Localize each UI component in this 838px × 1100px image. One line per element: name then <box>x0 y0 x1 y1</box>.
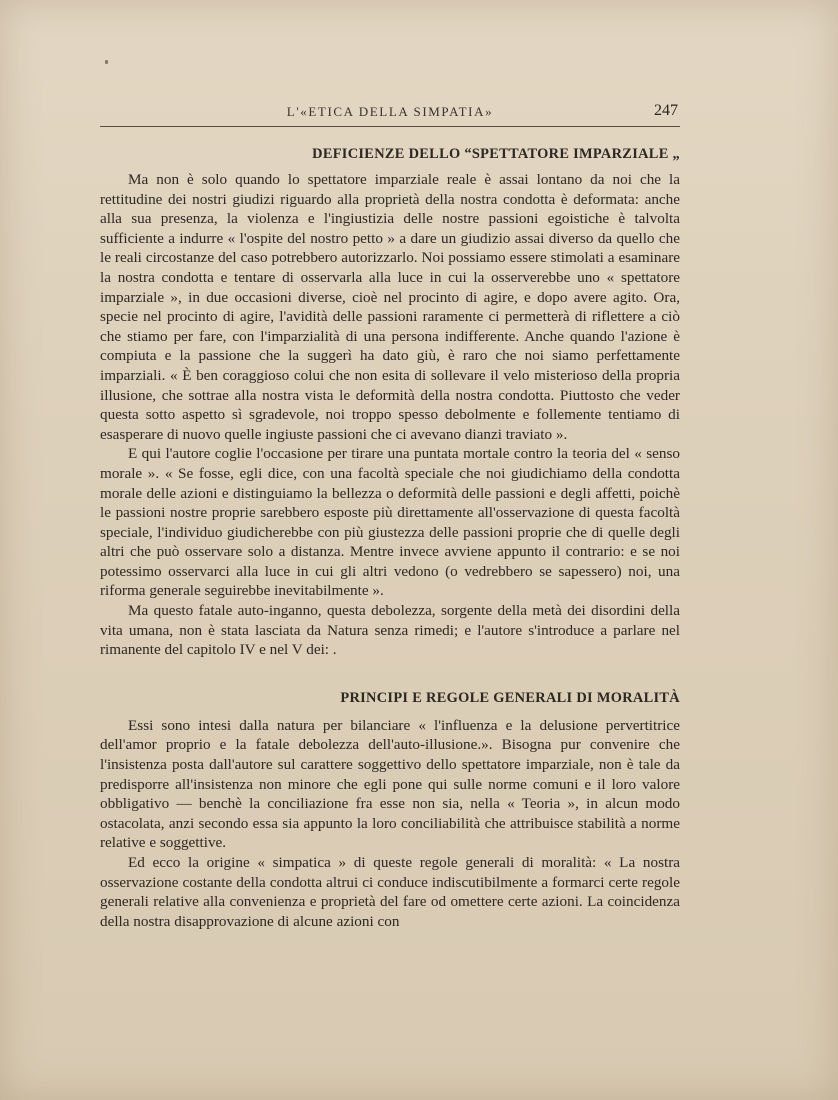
paragraph: Ma questo fatale auto-inganno, questa debolezza, sorgente della metà dei disordini della vita umana, non è stata lasciata da Natura senza rimedi; e l'autore s'introduce a parlare nel rimanente del capitolo IV e nel V dei: . <box>100 602 680 659</box>
section-heading: PRINCIPI E REGOLE GENERALI DI MORALITÀ <box>340 689 680 706</box>
page-number: 247 <box>654 102 678 119</box>
ink-speck <box>105 60 108 64</box>
running-title: L'«ETICA DELLA SIMPATIA» <box>286 104 494 119</box>
paragraph: Ma non è solo quando lo spettatore imparziale reale è assai lontano da noi che la rettitudine dei nostri giudizi riguardo alla proprietà della nostra condotta è deformata: anche alla sua presenza, la violenza e l'ingiustizia delle nostre passioni egoistiche è talvolta sufficiente a indurre « l'ospite del nostro petto » a dare un giudizio assai diverso da quello che le reali circostanze del caso potrebbero autorizzarlo. Noi possiamo essere stimolati a esaminare la nostra condotta e tentare di osservarla alla luce in cui la osserverebbe uno « spettatore imparziale », in due occasioni diverse, cioè nel procinto di agire, e dopo avere agito. Ora, specie nel procinto di agire, l'avidità delle passioni raramente ci permetterà di riflettere a ciò che stiamo per fare, con l'imparzialità di una persona indifferente. Anche quando l'azione è compiuta e la passione che la suggerì ha dato giù, è raro che noi siamo perfettamente imparziali. « È ben coraggioso colui che non esita di sollevare il velo misterioso della propria illusione, che sottrae alla nostra vista le deformità della nostra condotta. Piuttosto che veder questa sotto aspetto sì sgradevole, noi troppo spesso debolmente e follemente tentiamo di esasperare di nuovo quelle ingiuste passioni che ci avevano dianzi traviato ». <box>100 171 680 443</box>
paragraph: E qui l'autore coglie l'occasione per tirare una puntata mortale contro la teoria del « senso morale ». « Se fosse, egli dice, con una facoltà speciale che noi giudichiamo della condotta morale delle azioni e distinguiamo la bellezza o deformità delle passioni e degli affetti, poichè le passioni nostre proprie sarebbero esposte più direttamente all'osservazione di questa facoltà speciale, l'individuo giudicherebbe con più giustezza delle passioni proprie che di quelle degli altri che può osservare solo a distanza. Mentre invece avviene appunto il contrario: e se noi potessimo osservarci alla luce in cui gli altri vedono (o vedrebbero se sapessero) noi, una riforma generale seguirebbe inevitabilmente ». <box>100 445 680 600</box>
paragraph: Ed ecco la origine « simpatica » di queste regole generali di moralità: « La nostra osservazione costante della condotta altrui ci conduce indiscutibilmente a formarci certe regole generali relative alla convenienza e proprietà del fare od omettere certe azioni. La coincidenza della nostra disapprovazione di alcune azioni con <box>100 854 680 930</box>
section-heading: DEFICIENZE DELLO “SPETTATORE IMPARZIALE „ <box>312 146 680 162</box>
paragraph: Essi sono intesi dalla natura per bilanciare « l'influenza e la delusione pervertitrice dell'amor proprio e la fatale debolezza dell'auto-illusione.». Bisogna pur convenire che l'insistenza posta dall'autore sul carattere soggettivo dello spettatore imparziale, non è tale da predisporre all'insistenza non minore che egli pone qui sulle norme comuni e il loro valore obbligativo — benchè la conciliazione fra esse non sia, nella « Teoria », in alcun modo ostacolata, anzi secondo essa sia appunto la loro conciliabilità che attribuisce stabilità a norme relative e soggettive. <box>100 716 680 852</box>
page-header <box>100 104 680 127</box>
page-body <box>100 144 680 931</box>
